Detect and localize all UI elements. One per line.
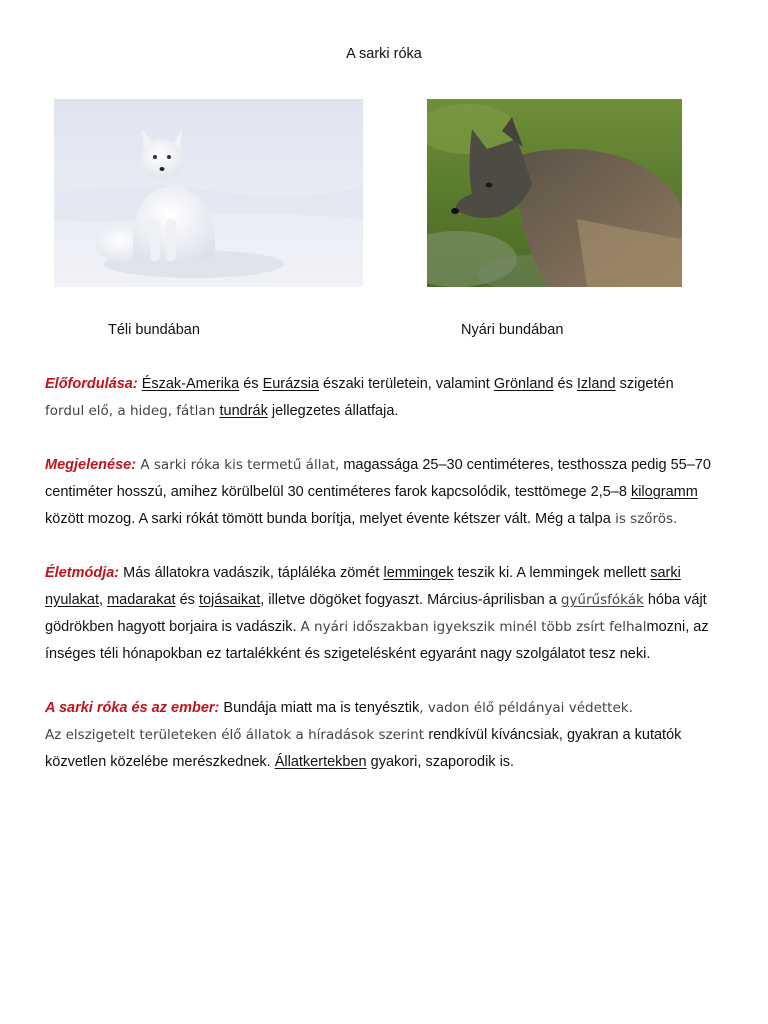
link-kilogramm[interactable]: kilogramm <box>630 484 698 500</box>
text-run: és <box>175 592 199 608</box>
link-gronland[interactable]: Grönland <box>493 376 554 392</box>
text-run: gyakori, szaporodik is. <box>366 754 515 770</box>
link-tojasaikat[interactable]: tojásaikat <box>198 592 261 608</box>
link-lemmingek[interactable]: lemmingek <box>383 565 454 581</box>
winter-caption: Téli bundában <box>108 322 200 338</box>
text-run: jellegzetes állatfaja. <box>267 403 399 419</box>
text-run: területeken élő állatok a híradások szerint <box>135 727 429 743</box>
section-label: A sarki róka és az ember: <box>45 700 220 716</box>
text-run: északi területein, valamint <box>318 376 494 392</box>
text-run: fordul elő, a hideg, fátlan <box>45 403 220 419</box>
summer-caption: Nyári bundában <box>461 322 564 338</box>
text-run: Az elszigetelt <box>45 727 136 743</box>
section-label: Megjelenése: <box>45 457 137 473</box>
article-body <box>45 371 730 776</box>
text-run: , <box>99 592 108 608</box>
section-eletmodja <box>45 560 730 668</box>
text-run: rendkívül kíváncsiak, gyakran a kutatók közvetlen közelébe merészkednek. <box>45 727 682 770</box>
text-run: magassága 25–30 centiméteres, testhossza pedig 55–70 centiméter hosszú, amihez körülbelül 30 centiméteres farok kapcsolódik, testtömege 2,5–8 <box>45 457 711 500</box>
text-run: teszik ki. A lemmingek mellett <box>453 565 651 581</box>
text-run: szigetén <box>615 376 674 392</box>
section-megjelenese <box>45 452 730 533</box>
text-run: mozni, az ínséges téli hónapokban ez tartalékként és szigetelésként egyaránt nagy szolgálatot tesz neki. <box>45 619 709 662</box>
grey-brown-arctic-fox-in-grass-icon <box>427 99 682 287</box>
text-run: A sarki róka kis termetű állat, <box>136 457 340 473</box>
text-run: között mozog. A sarki rókát tömött bunda borítja, melyet évente kétszer vált. Még a talpa <box>45 511 611 527</box>
text-run: , illetve dögöket fogyaszt. Március-áprilisban a <box>260 592 561 608</box>
link-madarakat[interactable]: madarakat <box>107 592 176 608</box>
section-label: Előfordulása: <box>45 376 138 392</box>
text-run: Bundája miatt ma is tenyésztik <box>219 700 420 716</box>
section-ember <box>45 695 730 776</box>
link-eszak-amerika[interactable]: Észak-Amerika <box>141 376 240 392</box>
text-run: hóba vájt gödrökben hagyott borjaira is vadászik. <box>45 592 707 635</box>
section-label: Életmódja: <box>45 565 120 581</box>
section-elofordulas <box>45 371 730 425</box>
winter-fox-photo <box>54 99 363 287</box>
text-run: Más állatokra vadászik, tápláléka zömét <box>119 565 384 581</box>
text-run: és <box>553 376 577 392</box>
text-run: , vadon élő példányai védettek. <box>419 700 633 716</box>
link-gyurusfokak[interactable]: gyűrűsfókák <box>560 592 644 608</box>
text-run: is szőrös. <box>610 511 678 527</box>
link-tundrak[interactable]: tundrák <box>219 403 268 419</box>
link-izland[interactable]: Izland <box>576 376 616 392</box>
link-sarki-nyulakat[interactable]: sarki nyulakat <box>45 565 681 608</box>
text-run: és <box>239 376 263 392</box>
link-eurazsia[interactable]: Eurázsia <box>262 376 319 392</box>
white-arctic-fox-in-snow-icon <box>54 99 363 287</box>
link-allatkertekben[interactable]: Állatkertekben <box>274 754 367 770</box>
summer-fox-photo <box>427 99 682 287</box>
page-title: A sarki róka <box>346 46 422 62</box>
text-run: A nyári időszakban igyekszik minél több zsírt felhal <box>300 619 647 635</box>
